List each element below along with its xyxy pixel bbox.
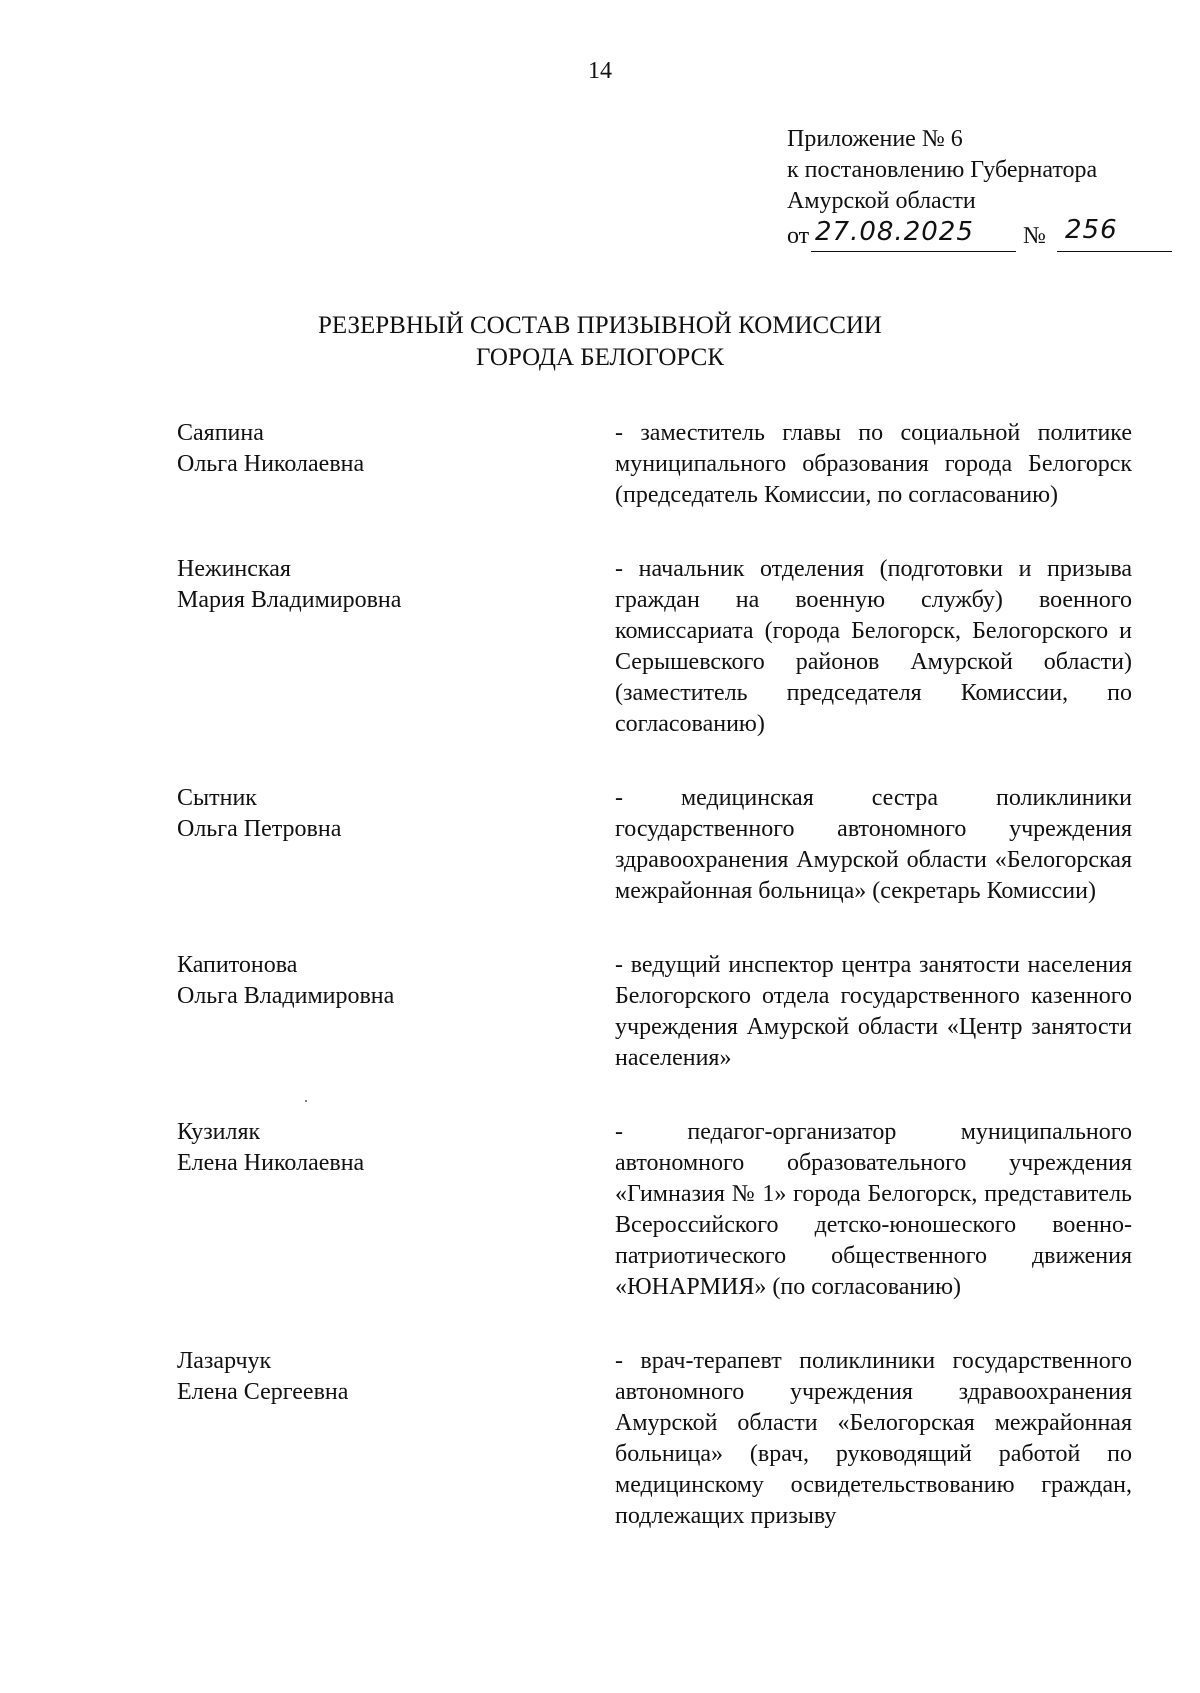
member-entry [177,418,1132,511]
member-surname: Нежинская [177,556,291,582]
member-name [177,554,615,740]
member-surname: Лазарчук [177,1348,272,1374]
appendix-title: Приложение № 6 [787,126,963,152]
member-role: - медицинская сестра поликлиники государственного автономного учреждения здравоохранения Амурской области «Белогорская межрайонная больница» (секретарь Комиссии) [615,785,1132,904]
member-name [177,950,615,1074]
member-entry [177,554,1132,740]
date-prefix: от [787,223,810,249]
member-surname: Саяпина [177,420,264,446]
members-list [177,418,1132,1532]
appendix-decree-line: к постановлению Губернатора [787,157,1098,183]
appendix-region-line: Амурской области [787,188,976,214]
title-line-2: ГОРОДА БЕЛОГОРСК [475,344,724,371]
member-role: - заместитель главы по социальной политике муниципального образования города Белогорск (председатель Комиссии, по согласованию) [615,420,1132,508]
member-name [177,1117,615,1303]
member-given-names: Елена Сергеевна [177,1379,349,1405]
member-name [177,418,615,511]
member-name [177,783,615,907]
date-underline [811,251,1016,252]
member-role: - педагог-организатор муниципального автономного образовательного учреждения «Гимназия № 1» города Белогорск, представитель Всероссийского детско-юношеского военно-патриотического общественного движения «ЮНАРМИЯ» (по согласованию) [615,1119,1132,1300]
appendix-block [787,124,1147,255]
decree-date-number-line [787,217,1147,255]
page-number: 14 [588,58,612,84]
member-surname: Сытник [177,785,257,811]
member-role: - врач-терапевт поликлиники государственного автономного учреждения здравоохранения Амурской области «Белогорская межрайонная больница» (врач, руководящий работой по медицинскому освидетельствованию граждан, подлежащих призыву [615,1348,1132,1529]
member-surname: Кузиляк [177,1119,261,1145]
title-line-1: РЕЗЕРВНЫЙ СОСТАВ ПРИЗЫВНОЙ КОМИССИИ [317,312,882,339]
handwritten-date: 27.08.2025 [815,217,974,247]
number-sign: № [1023,223,1046,249]
member-entry [177,950,1132,1074]
member-given-names: Мария Владимировна [177,587,402,613]
member-given-names: Елена Николаевна [177,1150,365,1176]
member-given-names: Ольга Петровна [177,816,342,842]
member-role: - ведущий инспектор центра занятости населения Белогорского отдела государственного казенного учреждения Амурской области «Центр занятости населения» [615,952,1132,1071]
handwritten-number: 256 [1065,215,1118,245]
member-surname: Капитонова [177,952,298,978]
member-role: - начальник отделения (подготовки и призыва граждан на военную службу) военного комиссариата (города Белогорск, Белогорского и Серышевского районов Амурской области) (заместитель председателя Комиссии, по согласованию) [615,556,1132,737]
member-given-names: Ольга Николаевна [177,451,365,477]
member-name [177,1346,615,1532]
member-entry [177,1117,1132,1303]
member-entry [177,1346,1132,1532]
scan-speck [305,1100,307,1102]
member-given-names: Ольга Владимировна [177,983,395,1009]
document-title [0,310,1200,374]
member-entry [177,783,1132,907]
number-underline [1057,251,1172,252]
